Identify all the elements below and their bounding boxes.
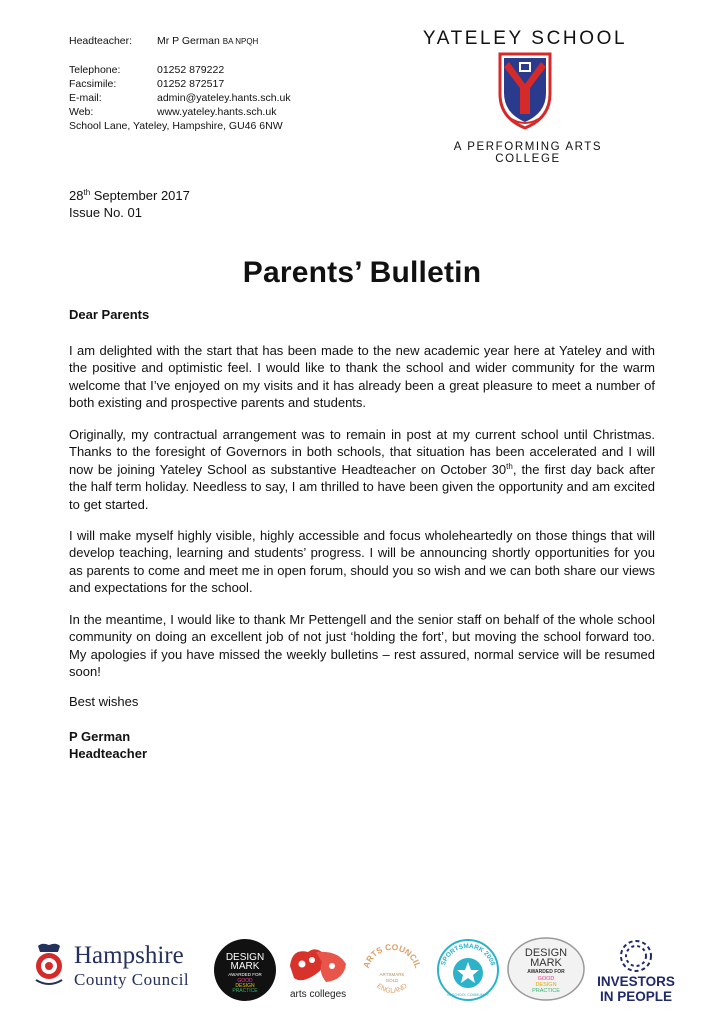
signer-name: P German	[69, 729, 131, 744]
iip-line1: INVESTORS	[597, 974, 675, 989]
investors-in-people-logo	[594, 938, 684, 1008]
fax-label: Facsimile:	[69, 78, 117, 90]
dm2-line6: PRACTICE	[532, 988, 560, 994]
iip-wordmark	[594, 974, 678, 1004]
sportsmark-arc-text: SPORTSMARK 2008	[439, 942, 497, 967]
email-link[interactable]: admin@yateley.hants.sch.uk	[157, 92, 291, 104]
telephone-row	[69, 63, 291, 77]
dm2-line4: GOOD	[537, 976, 555, 982]
ace-line1: ARTSMARK	[379, 972, 405, 977]
fax-row	[69, 77, 291, 91]
signoff: Best wishes	[69, 694, 139, 709]
headteacher-row	[69, 34, 291, 49]
hcc-line1: Hampshire	[74, 942, 184, 969]
hampshire-crest-icon	[30, 942, 68, 986]
signer-role: Headteacher	[69, 746, 148, 761]
ace-arc-text: ARTS COUNCIL	[360, 941, 424, 970]
dm1-line3: AWARDED FOR	[228, 972, 262, 977]
ace-line2: GOLD	[385, 978, 399, 983]
salutation: Dear Parents	[69, 307, 150, 322]
signature-block	[69, 728, 147, 762]
paragraph-4: In the meantime, I would like to thank Mr Pettengell and the senior staff on behalf of the whole school community on doing an excellent job of not just ‘holding the fort’, but moving the school forward too. My apologies if you have missed the weekly bulletins – rest assured, normal service will be resumed soon!	[69, 612, 655, 680]
fax-value: 01252 872517	[157, 78, 225, 90]
telephone-label: Telephone:	[69, 64, 121, 76]
school-crest-logo	[495, 50, 555, 130]
hampshire-county-council-logo	[30, 942, 205, 992]
design-mark-logo-1	[213, 938, 277, 1002]
arts-council-artsmark-logo	[360, 940, 424, 1000]
contact-block	[69, 34, 291, 133]
issue-number: Issue No. 01	[69, 205, 142, 220]
design-mark-logo-2	[506, 936, 586, 1002]
dm1-line4: GOOD	[237, 978, 253, 984]
headteacher-label: Headteacher:	[69, 35, 133, 47]
laurel-wreath-icon	[594, 938, 678, 974]
address: School Lane, Yateley, Hampshire, GU46 6NW	[69, 120, 283, 132]
hcc-line2: County Council	[74, 970, 190, 989]
telephone-value: 01252 879222	[157, 64, 225, 76]
arts-colleges-logo	[286, 944, 356, 1004]
web-row	[69, 105, 291, 119]
headteacher-name: Mr P German BA NPQH	[157, 35, 259, 47]
sportsmark-logo	[436, 938, 500, 1002]
dm1-line1: DESIGN	[225, 952, 265, 963]
dm1-line2: MARK	[230, 961, 260, 972]
dm2-line5: DESIGN	[535, 982, 557, 988]
web-link[interactable]: www.yateley.hants.sch.uk	[157, 106, 277, 118]
paragraph-2: Originally, my contractual arrangement was to remain in post at my current school until Christmas. Thanks to the foresight of Governors in both schools, that situation has been accelerated and I will now be joining Yateley School as substantive Headteacher on October 30th, the first day back after the half term holiday. Needless to say, I am thrilled to have been given the opportunity and am excited to get started.	[69, 427, 655, 512]
dm1-line5: DESIGN	[235, 983, 255, 989]
paragraph-3: I will make myself highly visible, highly accessible and focus wholeheartedly on those things that will develop teaching, learning and students’ progress. I will be announcing shortly opportunities for you as parents to come and meet me in open forum, should you so wish and we can both share our views and expectations for the school.	[69, 528, 655, 596]
ace-bottom-text: ENGLAND	[375, 982, 409, 995]
sportsmark-bottom-text: IN SCHOOL COMMUNITY	[447, 993, 489, 997]
dm1-line6: PRACTICE	[232, 988, 258, 994]
page-title: Parents’ Bulletin	[242, 256, 482, 289]
hcc-wordmark	[74, 942, 189, 990]
email-label: E-mail:	[69, 92, 102, 104]
college-subtitle: A PERFORMING ARTS COLLEGE	[453, 141, 603, 165]
dm2-line1: DESIGN	[524, 947, 568, 959]
email-row	[69, 91, 291, 105]
dm2-line3: AWARDED FOR	[527, 969, 565, 975]
date-block	[69, 184, 190, 221]
letter-date: 28th September 2017	[69, 188, 190, 203]
school-name: YATELEY SCHOOL	[422, 28, 628, 49]
arts-colleges-emblem-icon	[286, 944, 350, 988]
dm2-line2: MARK	[530, 957, 562, 969]
web-label: Web:	[69, 106, 94, 118]
paragraph-1: I am delighted with the start that has been made to the new academic year here at Yateley and with the positive and optimistic feel. I would like to thank the school and wider community for the warm welcome that I’ve enjoyed on my visits and it has already been a great pleasure to meet a number of both existing and prospective parents and students.	[69, 343, 655, 411]
iip-line2: IN PEOPLE	[599, 989, 672, 1004]
arts-colleges-label: arts colleges	[290, 989, 347, 1000]
headteacher-quals: BA NPQH	[222, 37, 259, 46]
